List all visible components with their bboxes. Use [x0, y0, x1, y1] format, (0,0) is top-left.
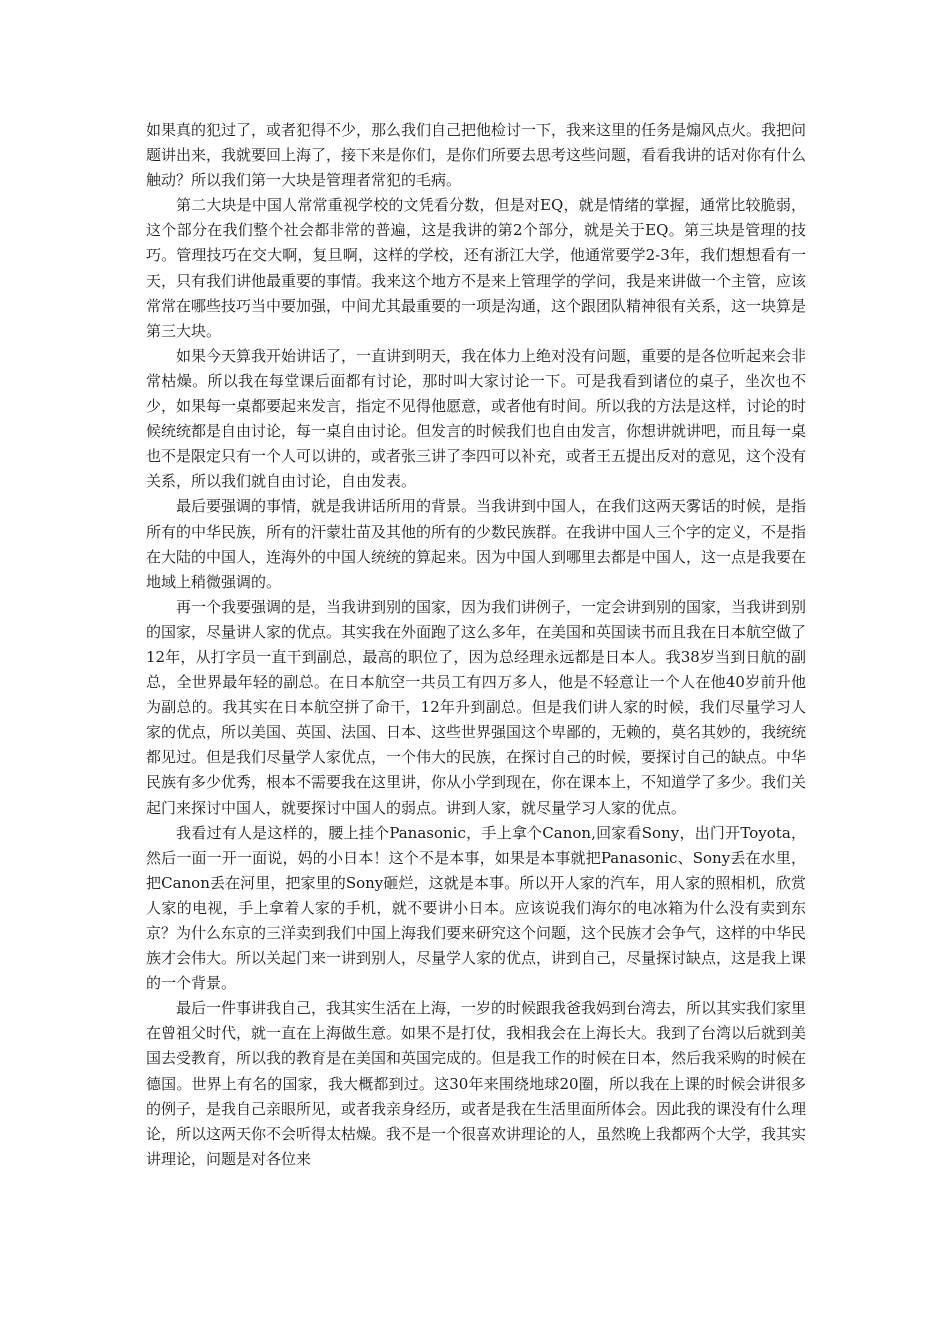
paragraph-5: 再一个我要强调的是，当我讲到别的国家，因为我们讲例子，一定会讲到别的国家，当我讲到别的国家，尽量讲人家的优点。其实我在外面跑了这么多年，在美国和英国读书而且我在日本航空做了12年，从打字员一直干到副总，最高的职位了，因为总经理永远都是日本人。我38岁当到日航的副总，全世界最年轻的副总。在日本航空一共员工有四万多人，他是不轻意让一个人在他40岁前升他为副总的。我其实在日本航空拼了命干，12年升到副总。但是我们讲人家的时候，我们尽量学习人家的优点，所以美国、英国、法国、日本、这些世界强国这个卑鄙的，无赖的，莫名其妙的，我统统都见过。但是我们尽量学人家优点，一个伟大的民族，在探讨自己的时候，要探讨自己的缺点。中华民族有多少优秀，根本不需要我在这里讲，你从小学到现在，你在课本上，不知道学了多少。我们关起门来探讨中国人，就要探讨中国人的弱点。讲到人家，就尽量学习人家的优点。 — [146, 597, 807, 817]
document-page — [146, 118, 806, 1172]
paragraph-3: 如果今天算我开始讲话了，一直讲到明天，我在体力上绝对没有问题，重要的是各位听起来会非常枯燥。所以我在每堂课后面都有讨论，那时叫大家讨论一下。可是我看到诸位的桌子，坐次也不少，如果每一桌都要起来发言，指定不见得他愿意，或者他有时间。所以我的方法是这样，讨论的时候统统都是自由讨论，每一桌自由讨论。但发言的时候我们也自由发言，你想讲就讲吧，而且每一桌也不是限定只有一个人可以讲的，或者张三讲了李四可以补充，或者王五提出反对的意见，这个没有关系，所以我们就自由讨论，自由发表。 — [146, 346, 807, 491]
paragraph-7: 最后一件事讲我自己，我其实生活在上海，一岁的时候跟我爸我妈到台湾去，所以其实我们家里在曾祖父时代，就一直在上海做生意。如果不是打仗，我相我会在上海长大。我到了台湾以后就到美国去受教育，所以我的教育是在美国和英国完成的。但是我工作的时候在日本，然后我采购的时候在德国。世界上有名的国家，我大概都到过。这30年来围绕地球20圈，所以我在上课的时候会讲很多的例子，是我自己亲眼所见，或者我亲身经历，或者是我在生活里面所体会。因此我的课没有什么理论，所以这两天你不会听得太枯燥。我不是一个很喜欢讲理论的人，虽然晚上我都两个大学，我其实讲理论，问题是对各位来 — [146, 999, 807, 1168]
paragraph-2: 第二大块是中国人常常重视学校的文凭看分数，但是对EQ，就是情绪的掌握，通常比较脆弱，这个部分在我们整个社会都非常的普遍，这是我讲的第2个部分，就是关于EQ。第三块是管理的技巧。管理技巧在交大啊，复旦啊，这样的学校，还有浙江大学，他通常要学2-3年，我们想想看有一天，只有我们讲他最重要的事情。我来这个地方不是来上管理学的学问，我是来讲做一个主管，应该常常在哪些技巧当中要加强，中间尤其最重要的一项是沟通，这个跟团队精神很有关系，这一块算是第三大块。 — [146, 196, 807, 340]
paragraph-4: 最后要强调的事情，就是我讲话所用的背景。当我讲到中国人，在我们这两天雾话的时候，是指所有的中华民族，所有的汗蒙壮苗及其他的所有的少数民族群。在我讲中国人三个字的定义，不是指在大陆的中国人，连海外的中国人统统的算起来。因为中国人到哪里去都是中国人，这一点是我要在地域上稍微强调的。 — [146, 497, 807, 591]
paragraph-1: 如果真的犯过了，或者犯得不少，那么我们自己把他检讨一下，我来这里的任务是煽风点火。我把问题讲出来，我就要回上海了，接下来是你们，是你们所要去思考这些问题，看看我讲的话对你有什么触动？所以我们第一大块是管理者常犯的毛病。 — [146, 121, 807, 190]
paragraph-6: 我看过有人是这样的，腰上挂个Panasonic，手上拿个Canon,回家看Sony，出门开Toyota，然后一面一开一面说，妈的小日本！这个不是本事，如果是本事就把Panasonic、Sony丢在水里，把Canon丢在河里，把家里的Sony砸烂，这就是本事。所以开人家的汽车，用人家的照相机，欣赏人家的电视，手上拿着人家的手机，就不要讲小日本。应该说我们海尔的电冰箱为什么没有卖到东京？为什么东京的三洋卖到我们中国上海我们要来研究这个问题，这个民族才会争气，这样的中华民族才会伟大。所以关起门来一讲到别人，尽量学人家的优点，讲到自己，尽量探讨缺点，这是我上课的一个背景。 — [146, 823, 807, 993]
